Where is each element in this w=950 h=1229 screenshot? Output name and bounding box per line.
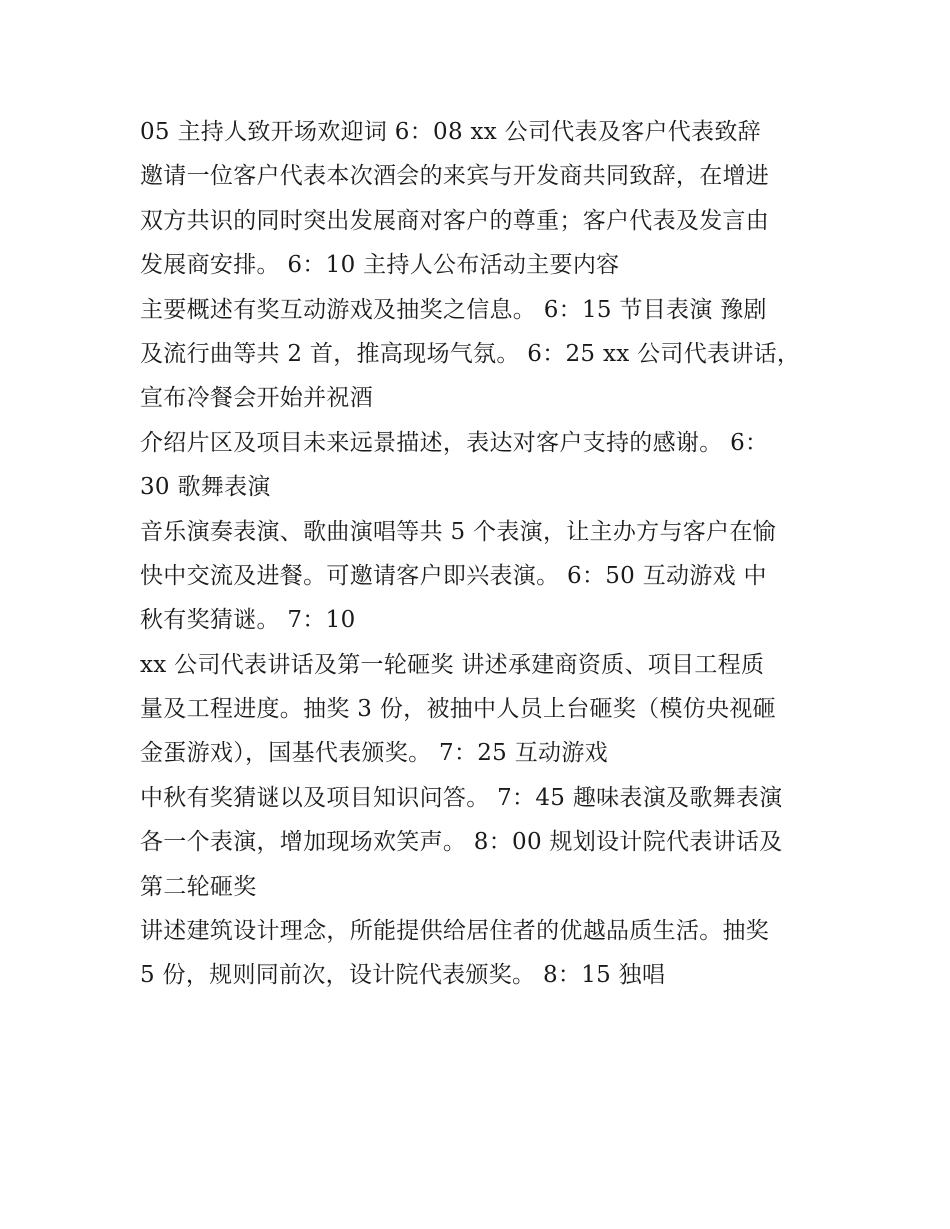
text-line: 讲述建筑设计理念，所能提供给居住者的优越品质生活。抽奖 xyxy=(140,918,770,945)
text-line: 及流行曲等共 2 首，推高现场气氛。 6：25 xx 公司代表讲话， xyxy=(140,340,801,367)
text-line: 第二轮砸奖 xyxy=(140,873,257,900)
text-line: 中秋有奖猜谜以及项目知识问答。 7：45 趣味表演及歌舞表演 xyxy=(140,784,783,811)
text-line: 秋有奖猜谜。 7：10 xyxy=(140,607,356,634)
text-line: 05 主持人致开场欢迎词 6：08 xx 公司代表及客户代表致辞 xyxy=(140,119,761,145)
text-line: 各一个表演，增加现场欢笑声。 8：00 规划设计院代表讲话及 xyxy=(140,829,783,856)
text-line: 快中交流及进餐。可邀请客户即兴表演。 6：50 互动游戏 中 xyxy=(140,562,767,589)
text-line: 介绍片区及项目未来远景描述，表达对客户支持的感谢。 6： xyxy=(140,429,769,456)
text-line: 双方共识的同时突出发展商对客户的尊重；客户代表及发言由 xyxy=(140,207,770,234)
text-line: 主要概述有奖互动游戏及抽奖之信息。 6：15 节目表演 豫剧 xyxy=(140,296,767,323)
text-line: 邀请一位客户代表本次酒会的来宾与开发商共同致辞，在增进 xyxy=(140,163,770,190)
text-line: 发展商安排。 6：10 主持人公布活动主要内容 xyxy=(140,252,620,279)
document-body xyxy=(140,110,820,998)
text-line: 音乐演奏表演、歌曲演唱等共 5 个表演，让主办方与客户在愉 xyxy=(140,518,776,545)
text-line: xx 公司代表讲话及第一轮砸奖 讲述承建商资质、项目工程质 xyxy=(140,651,765,678)
text-line: 量及工程进度。抽奖 3 份，被抽中人员上台砸奖（模仿央视砸 xyxy=(140,696,776,723)
text-line: 5 份，规则同前次，设计院代表颁奖。 8：15 独唱 xyxy=(140,962,666,989)
text-line: 30 歌舞表演 xyxy=(140,474,271,501)
text-line: 金蛋游戏），国基代表颁奖。 7：25 互动游戏 xyxy=(140,740,608,767)
text-line: 宣布冷餐会开始并祝酒 xyxy=(140,385,373,412)
